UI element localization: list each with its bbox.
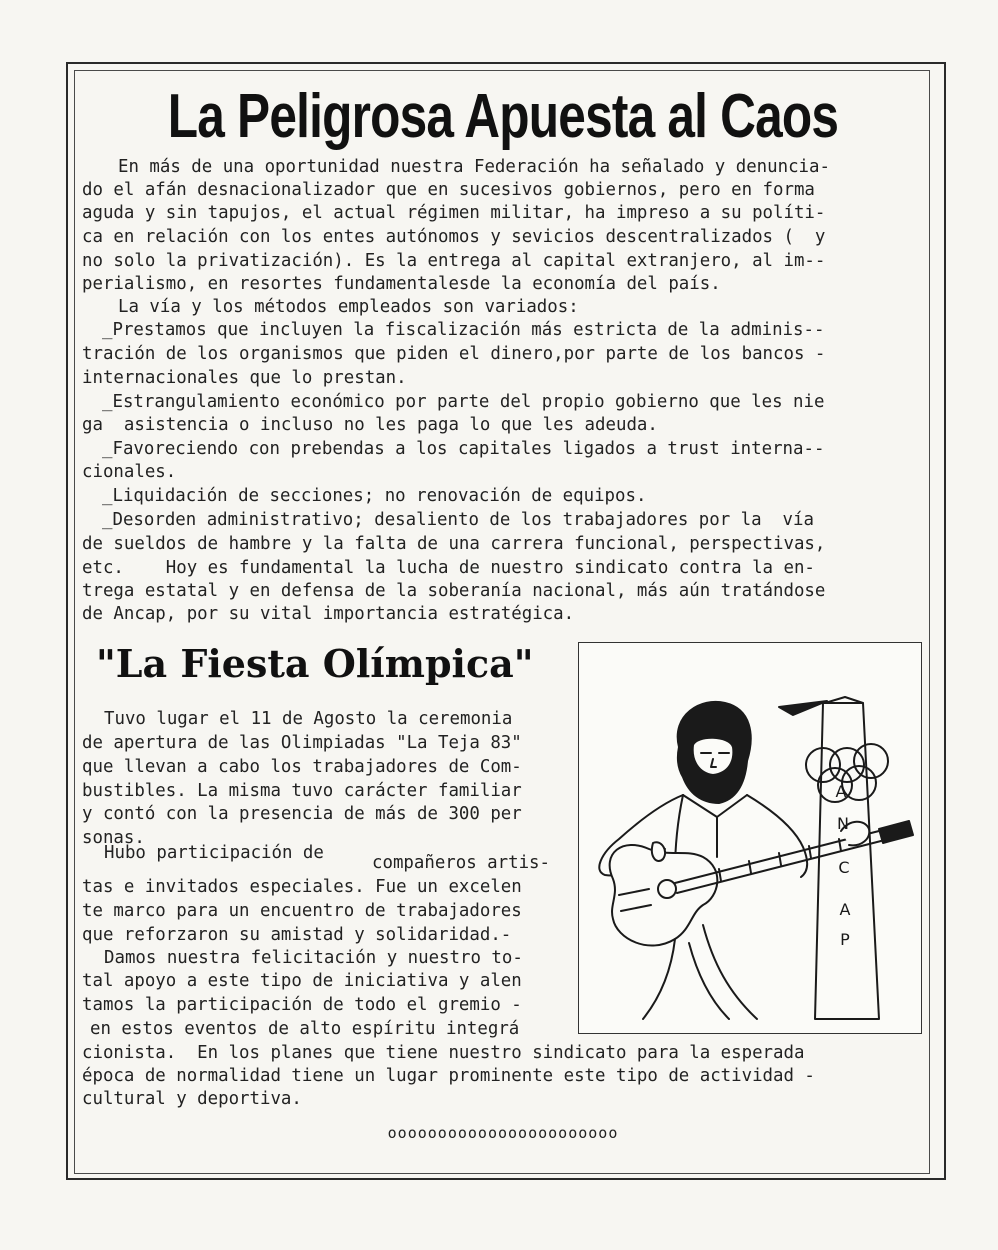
feature-line: tamos la participación de todo el gremio - — [82, 995, 522, 1015]
article-line: _Desorden administrativo; desaliento de los trabajadores por la vía — [102, 510, 814, 530]
pole-letter: A — [839, 900, 851, 919]
article-line: perialismo, en resortes fundamentalesde la economía del país. — [82, 274, 721, 294]
feature-line: en estos eventos de alto espíritu integrá — [90, 1019, 520, 1039]
article-line: _Favoreciendo con prebendas a los capitales ligados a trust interna-- — [102, 439, 825, 459]
feature-line: época de normalidad tiene un lugar prominente este tipo de actividad - — [82, 1066, 815, 1086]
article-headline: La Peligrosa Apuesta al Caos — [167, 82, 839, 151]
article-line: do el afán desnacionalizador que en sucesivos gobiernos, pero en forma — [82, 180, 815, 200]
feature-line: compañeros artis- — [372, 853, 550, 873]
article-line: _Estrangulamiento económico por parte del propio gobierno que les nie — [102, 392, 825, 412]
pole-letter: A — [835, 782, 847, 801]
guitarist-drawing — [579, 643, 920, 1032]
article-line: trega estatal y en defensa de la soberanía nacional, más aún tratándose — [82, 581, 826, 601]
feature-line: Tuvo lugar el 11 de Agosto la ceremonia — [104, 709, 513, 729]
feature-line: cionista. En los planes que tiene nuestro sindicato para la esperada — [82, 1043, 805, 1063]
olympic-ring — [854, 744, 888, 778]
feature-line: te marco para un encuentro de trabajadores — [82, 901, 522, 921]
article-line: En más de una oportunidad nuestra Federación ha señalado y denuncia- — [118, 157, 830, 177]
section-divider: ooooooooooooooooooooooo — [387, 1124, 619, 1142]
pennant-flag — [779, 701, 827, 715]
feature-line: tas e invitados especiales. Fue un excelen — [82, 877, 522, 897]
article-line: aguda y sin tapujos, el actual régimen militar, ha impreso a su políti- — [82, 203, 826, 223]
guitar-body — [610, 845, 718, 946]
pole-letter: N — [837, 814, 849, 833]
feature-line: Hubo participación de — [104, 843, 324, 863]
feature-line: Damos nuestra felicitación y nuestro to- — [104, 948, 523, 968]
article-line: no solo la privatización). Es la entrega al capital extranjero, al im-- — [82, 251, 826, 271]
article-line: _Prestamos que incluyen la fiscalización más estricta de la adminis-- — [102, 320, 825, 340]
article-line: La vía y los métodos empleados son variados: — [118, 297, 579, 317]
left-leg — [643, 939, 675, 1019]
article-line: ga asistencia o incluso no les paga lo que les adeuda. — [82, 415, 658, 435]
guitar-headstock — [879, 821, 913, 843]
feature-line: tal apoyo a este tipo de iniciativa y alen — [82, 971, 522, 991]
article-line: tración de los organismos que piden el dinero,por parte de los bancos - — [82, 344, 826, 364]
right-leg — [703, 925, 757, 1019]
article-line: cionales. — [82, 462, 177, 482]
feature-line: sonas. — [82, 828, 145, 848]
pole-letter: P — [840, 930, 850, 949]
article-line: de sueldos de hambre y la falta de una carrera funcional, perspectivas, — [82, 534, 826, 554]
article-line: etc. Hoy es fundamental la lucha de nuestro sindicato contra la en- — [82, 558, 815, 578]
strumming-hand — [652, 842, 665, 861]
feature-line: bustibles. La misma tuvo carácter familiar — [82, 781, 522, 801]
olympic-ring — [830, 748, 864, 782]
article-line: ca en relación con los entes autónomos y sevicios descentralizados ( y — [82, 227, 826, 247]
feature-line: que reforzaron su amistad y solidaridad.- — [82, 925, 512, 945]
feature-title: "La Fiesta Olímpica" — [96, 641, 534, 686]
olympic-ring — [842, 766, 876, 800]
feature-line: cultural y deportiva. — [82, 1089, 302, 1109]
feature-line: que llevan a cabo los trabajadores de Com- — [82, 757, 522, 777]
feature-line: y contó con la presencia de más de 300 per — [82, 804, 522, 824]
pole-letter: C — [838, 858, 850, 877]
article-line: de Ancap, por su vital importancia estratégica. — [82, 604, 575, 624]
feature-line: de apertura de las Olimpiadas "La Teja 83" — [82, 733, 522, 753]
article-line: internacionales que lo prestan. — [82, 368, 407, 388]
right-arm — [747, 795, 807, 877]
guitarist-illustration — [578, 642, 922, 1034]
article-line: _Liquidación de secciones; no renovación de equipos. — [102, 486, 647, 506]
